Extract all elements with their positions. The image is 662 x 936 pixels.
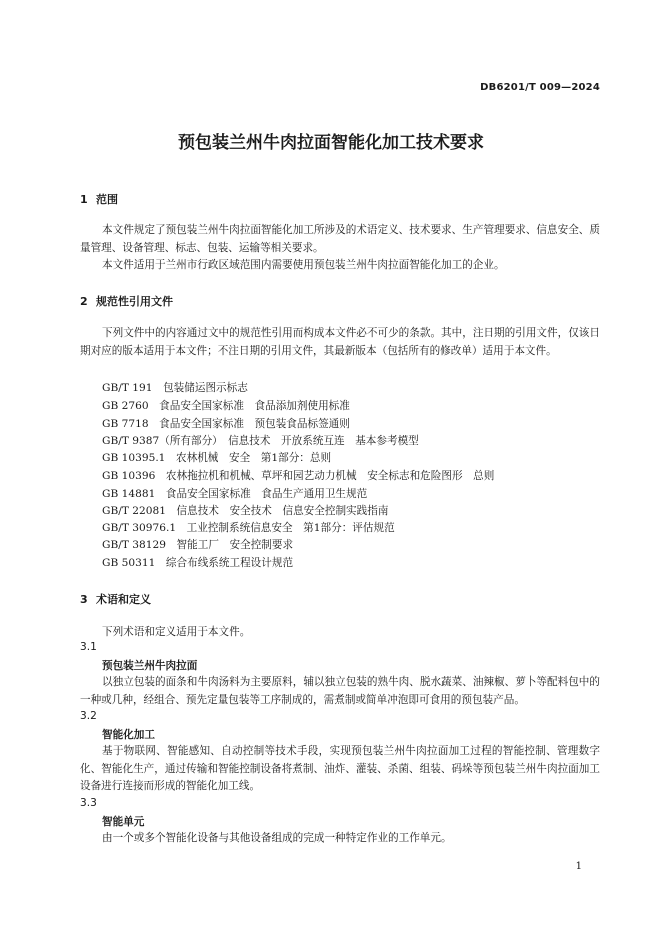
reference-item: GB 7718 食品安全国家标准 预包装食品标签通则 <box>102 418 350 430</box>
term-definition: 以独立包装的面条和牛肉汤料为主要原料，辅以独立包装的熟牛肉、脱水蔬菜、油辣椒、萝卜等配料包中的一种或几种，经组合、预先定量包装等工序制成的，需煮制或简单冲泡即可食用的预包装产品。 <box>80 676 600 706</box>
section-title: 规范性引用文件 <box>96 295 173 308</box>
section-number: 3 <box>80 593 88 606</box>
scope-paragraph-2: 本文件适用于兰州市行政区域范围内需要使用预包装兰州牛肉拉面智能化加工的企业。 <box>102 259 505 271</box>
term-definition: 由一个或多个智能化设备与其他设备组成的完成一种特定作业的工作单元。 <box>102 832 452 844</box>
term-name: 智能单元 <box>102 816 145 828</box>
reference-item: GB 50311 综合布线系统工程设计规范 <box>102 557 294 569</box>
section-heading-scope <box>80 191 118 207</box>
page-title: 预包装兰州牛肉拉面智能化加工技术要求 <box>178 133 484 153</box>
page-number: 1 <box>575 861 582 872</box>
reference-item: GB/T 22081 信息技术 安全技术 信息安全控制实践指南 <box>102 505 389 517</box>
term-number: 3.3 <box>80 797 97 809</box>
section-title: 术语和定义 <box>96 593 151 606</box>
term-definition: 基于物联网、智能感知、自动控制等技术手段，实现预包装兰州牛肉拉面加工过程的智能控制、管理数字化、智能化生产，通过传输和智能控制设备将煮制、油炸、灌装、杀菌、组装、码垛等预包装兰州牛肉拉面加工设备进行连接而形成的智能化加工线。 <box>80 745 600 792</box>
terms-intro: 下列术语和定义适用于本文件。 <box>102 626 251 638</box>
reference-item: GB/T 9387（所有部分） 信息技术 开放系统互连 基本参考模型 <box>102 435 419 447</box>
section-heading-normative-refs <box>80 293 173 309</box>
term-number: 3.1 <box>80 641 97 653</box>
term-name: 预包装兰州牛肉拉面 <box>102 660 198 672</box>
reference-item: GB/T 30976.1 工业控制系统信息安全 第1部分：评估规范 <box>102 522 395 534</box>
section-number: 2 <box>80 295 88 308</box>
term-name: 智能化加工 <box>102 729 155 741</box>
section-heading-terms <box>80 591 151 607</box>
normative-refs-intro: 下列文件中的内容通过文中的规范性引用而构成本文件必不可少的条款。其中，注日期的引用文件，仅该日期对应的版本适用于本文件；不注日期的引用文件，其最新版本（包括所有的修改单）适用于本文件。 <box>80 327 600 357</box>
reference-item: GB 14881 食品安全国家标准 食品生产通用卫生规范 <box>102 488 368 500</box>
document-number: DB6201/T 009—2024 <box>480 82 600 93</box>
reference-item: GB/T 191 包装储运图示标志 <box>102 382 248 394</box>
reference-item: GB 2760 食品安全国家标准 食品添加剂使用标准 <box>102 400 350 412</box>
scope-paragraph-1: 本文件规定了预包装兰州牛肉拉面智能化加工所涉及的术语定义、技术要求、生产管理要求、信息安全、质量管理、设备管理、标志、包装、运输等相关要求。 <box>80 224 600 254</box>
reference-item: GB 10396 农林拖拉机和机械、草坪和园艺动力机械 安全标志和危险图形 总则 <box>102 470 495 482</box>
section-title: 范围 <box>96 193 118 206</box>
reference-item: GB 10395.1 农林机械 安全 第1部分：总则 <box>102 452 332 464</box>
section-number: 1 <box>80 193 88 206</box>
reference-item: GB/T 38129 智能工厂 安全控制要求 <box>102 539 294 551</box>
term-number: 3.2 <box>80 710 97 722</box>
